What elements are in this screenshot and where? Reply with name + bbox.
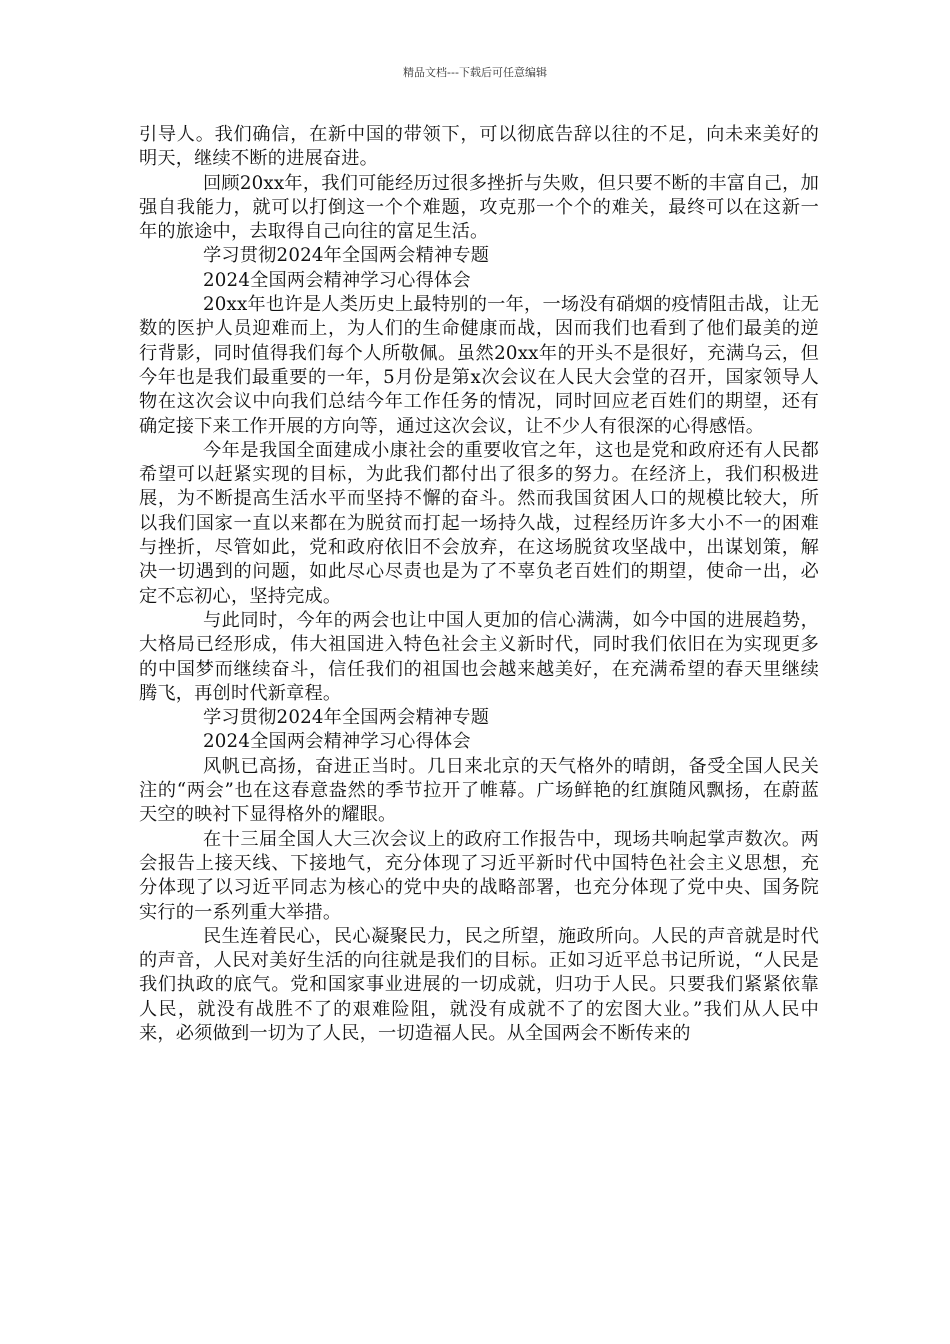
paragraph: 今年是我国全面建成小康社会的重要收官之年，这也是党和政府还有人民都希望可以赶紧实现的目标，为此我们都付出了很多的努力。在经济上，我们积极进展，为不断提高生活水平而坚持不懈的奋斗。然而我国贫困人口的规模比较大，所以我们国家一直以来都在为脱贫而打起一场持久战，过程经历许多大小不一的困难与挫折，尽管如此，党和政府依旧不会放弃，在这场脱贫攻坚战中，出谋划策，解决一切遇到的问题，如此尽心尽责也是为了不辜负老百姓们的期望，使命一出，必定不忘初心，坚持完成。 bbox=[139, 439, 819, 607]
paragraph: 引导人。我们确信，在新中国的带领下，可以彻底告辞以往的不足，向未来美好的明天，继续不断的进展奋进。 bbox=[139, 124, 819, 170]
paragraph: 风帆已高扬，奋进正当时。几日来北京的天气格外的晴朗，备受全国人民关注的“两会”也在这春意盎然的季节拉开了帷幕。广场鲜艳的红旗随风飘扬，在蔚蓝天空的映衬下显得格外的耀眼。 bbox=[139, 755, 819, 826]
paragraph: 在十三届全国人大三次会议上的政府工作报告中，现场共响起掌声数次。两会报告上接天线、下接地气，充分体现了习近平新时代中国特色社会主义思想，充分体现了以习近平同志为核心的党中央的战略部署，也充分体现了党中央、国务院实行的一系列重大举措。 bbox=[139, 828, 819, 923]
section-title: 学习贯彻2024年全国两会精神专题 bbox=[203, 245, 490, 267]
page-header: 精品文档---下载后可任意编辑 bbox=[403, 66, 547, 79]
paragraph: 民生连着民心，民心凝聚民力，民之所望，施政所向。人民的声音就是时代的声音，人民对美好生活的向往就是我们的目标。正如习近平总书记所说，“人民是我们执政的底气。党和国家事业进展的一切成就，归功于人民。只要我们紧紧依靠人民，就没有战胜不了的艰难险阻，就没有成就不了的宏图大业。”我们从人民中来，必须做到一切为了人民，一切造福人民。从全国两会不断传来的 bbox=[139, 925, 819, 1044]
paragraph: 与此同时，今年的两会也让中国人更加的信心满满，如今中国的进展趋势，大格局已经形成，伟大祖国进入特色社会主义新时代，同时我们依旧在为实现更多的中国梦而继续奋斗，信任我们的祖国也会越来越美好，在充满希望的春天里继续腾飞，再创时代新章程。 bbox=[139, 609, 819, 704]
section-subtitle: 2024全国两会精神学习心得体会 bbox=[203, 731, 471, 753]
paragraph: 回顾20xx年，我们可能经历过很多挫折与失败，但只要不断的丰富自己，加强自我能力，就可以打倒这一个个难题，攻克那一个个的难关，最终可以在这新一年的旅途中，去取得自己向往的富足生活。 bbox=[139, 172, 819, 243]
document-body bbox=[139, 123, 819, 1046]
section-subtitle: 2024全国两会精神学习心得体会 bbox=[203, 269, 471, 291]
paragraph: 20xx年也许是人类历史上最特别的一年，一场没有硝烟的疫情阻击战，让无数的医护人员迎难而上，为人们的生命健康而战，因而我们也看到了他们最美的逆行背影，同时值得我们每个人所敬佩。虽然20xx年的开头不是很好，充满乌云，但今年也是我们最重要的一年，5月份是第x次会议在人民大会堂的召开，国家领导人物在这次会议中向我们总结今年工作任务的情况，同时回应老百姓们的期望，还有确定接下来工作开展的方向等，通过这次会议，让不少人有很深的心得感悟。 bbox=[139, 294, 819, 437]
section-title: 学习贯彻2024年全国两会精神专题 bbox=[203, 707, 490, 729]
